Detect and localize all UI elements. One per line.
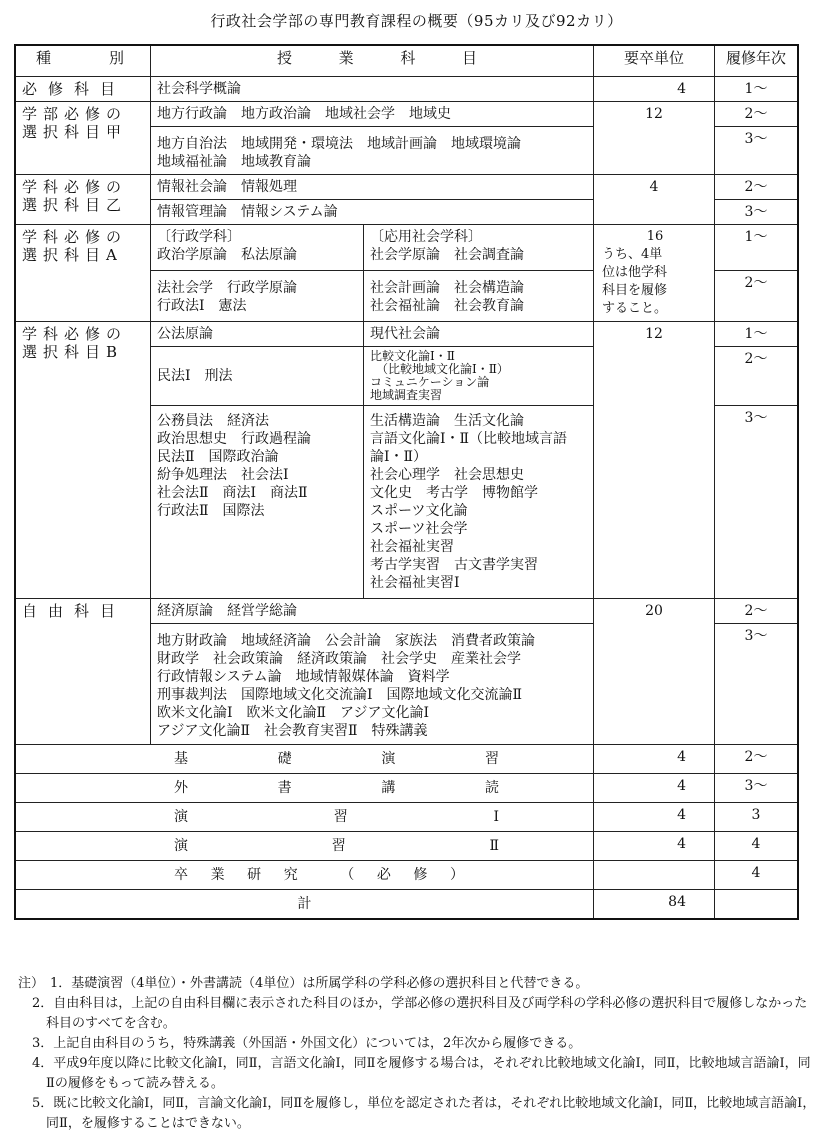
table-row	[15, 322, 798, 347]
table-row	[15, 175, 798, 200]
year-cell: 3～	[715, 774, 799, 803]
seminar-label-cell: 演 習 Ⅱ	[15, 832, 594, 861]
table-row	[15, 861, 798, 890]
subjects-cell: 情報社会論 情報処理	[151, 175, 594, 200]
year-cell: 3～	[715, 200, 799, 225]
units-cell: 12	[594, 102, 715, 175]
year-cell: 3～	[715, 406, 799, 599]
units-cell: 4	[594, 745, 715, 774]
subjects-cell: 地方財政論 地域経済論 公会計論 家族法 消費者政策論 財政学 社会政策論 経済政策論 社会学史 産業社会学 行政情報システム論 地域情報媒体論 資料学 刑事裁判法 国際地域文化交流論Ⅰ 国際地域文化交流論Ⅱ 欧米文化論Ⅰ 欧米文化論Ⅱ アジア文化論Ⅰ アジア文化論Ⅱ 社会教育実習Ⅱ 特殊講義	[151, 624, 594, 745]
category-cell: 学科必修の 選択科目乙	[15, 175, 151, 225]
year-cell: 2～	[715, 347, 799, 406]
subjects-cell: 社会科学概論	[151, 77, 594, 102]
subjects-cell: 地方行政論 地方政治論 地域社会学 地域史	[151, 102, 594, 127]
subjects-left-cell: 法社会学 行政学原論 行政法Ⅰ 憲法	[151, 270, 364, 321]
units-cell: 20	[594, 599, 715, 745]
table-row	[15, 102, 798, 127]
year-cell: 2～	[715, 270, 799, 321]
year-cell: 2～	[715, 175, 799, 200]
subjects-left-cell: 〔行政学科〕 政治学原論 私法原論	[151, 225, 364, 271]
total-units: 84	[594, 890, 715, 920]
seminar-label-cell: 基 礎 演 習	[15, 745, 594, 774]
year-cell: 1～	[715, 77, 799, 102]
units-cell: 4	[594, 803, 715, 832]
total-label: 計	[15, 890, 594, 920]
year-cell: 2～	[715, 102, 799, 127]
subjects-left-cell: 民法Ⅰ 刑法	[151, 347, 364, 406]
notes-item: 3．上記自由科目のうち，特殊講義（外国語・外国文化）については，2年次から履修できる。	[32, 1036, 582, 1051]
header-category: 種 別	[15, 45, 151, 77]
category-cell: 学科必修の 選択科目A	[15, 225, 151, 322]
notes-item: 2．自由科目は，上記の自由科目欄に表示された科目のほか，学部必修の選択科目及び両学科の学科必修の選択科目で履修しなかった科目のすべてを含む。	[32, 996, 808, 1031]
notes-item: 4．平成9年度以降に比較文化論Ⅰ，同Ⅱ，言語文化論Ⅰ，同Ⅱを履修する場合は，それぞれ比較地域文化論Ⅰ，同Ⅱ，比較地域言語論Ⅰ，同Ⅱの履修をもって読み替える。	[32, 1056, 811, 1091]
seminar-label-cell: 演 習 Ⅰ	[15, 803, 594, 832]
subjects-right-cell: 現代社会論	[364, 322, 594, 347]
table-row	[15, 774, 798, 803]
year-cell: 4	[715, 861, 799, 890]
subjects-left-cell: 公務員法 経済法 政治思想史 行政過程論 民法Ⅱ 国際政治論 紛争処理法 社会法Ⅰ 社会法Ⅱ 商法Ⅰ 商法Ⅱ 行政法Ⅱ 国際法	[151, 406, 364, 599]
total-year	[715, 890, 799, 920]
category-cell: 学科必修の 選択科目B	[15, 322, 151, 599]
units-cell: 4	[594, 832, 715, 861]
table-row	[15, 745, 798, 774]
subjects-right-cell: 生活構造論 生活文化論 言語文化論Ⅰ・Ⅱ（比較地域言語 論Ⅰ・Ⅱ） 社会心理学 社会思想史 文化史 考古学 博物館学 スポーツ文化論 スポーツ社会学 社会福祉実習 考古学実習 古文書学実習 社会福祉実習Ⅰ	[364, 406, 594, 599]
seminar-label-cell: 外 書 講 読	[15, 774, 594, 803]
subjects-right-cell: 〔応用社会学科〕 社会学原論 社会調査論	[364, 225, 594, 271]
year-cell: 3～	[715, 624, 799, 745]
year-cell: 3	[715, 803, 799, 832]
year-cell: 3～	[715, 127, 799, 175]
units-cell: 16 うち、4単 位は他学科 科目を履修 すること。	[594, 225, 715, 322]
subjects-cell: 地方自治法 地域開発・環境法 地域計画論 地域環境論 地域福祉論 地域教育論	[151, 127, 594, 175]
header-units: 要卒単位	[594, 45, 715, 77]
curriculum-table	[14, 44, 799, 920]
year-cell: 2～	[715, 599, 799, 624]
table-row	[15, 803, 798, 832]
units-cell	[594, 861, 715, 890]
notes-item: 注） 1．基礎演習（4単位）・外書講読（4単位）は所属学科の学科必修の選択科目と代替できる。	[18, 976, 589, 991]
subjects-cell: 経済原論 経営学総論	[151, 599, 594, 624]
total-row	[15, 890, 798, 920]
year-cell: 1～	[715, 322, 799, 347]
year-cell: 4	[715, 832, 799, 861]
category-cell: 自由科目	[15, 599, 151, 745]
units-cell: 4	[594, 77, 715, 102]
year-cell: 2～	[715, 745, 799, 774]
units-cell: 4	[594, 774, 715, 803]
header-subjects: 授 業 科 目	[151, 45, 594, 77]
table-row	[15, 832, 798, 861]
notes	[18, 974, 818, 1134]
seminar-label-cell: 卒 業 研 究 （ 必 修 ）	[15, 861, 594, 890]
units-cell: 12	[594, 322, 715, 599]
subjects-cell: 情報管理論 情報システム論	[151, 200, 594, 225]
table-row	[15, 225, 798, 271]
year-cell: 1～	[715, 225, 799, 271]
table-row	[15, 77, 798, 102]
table-header-row	[15, 45, 798, 77]
page-title: 行政社会学部の専門教育課程の概要（95カリ及び92カリ）	[210, 12, 623, 30]
subjects-right-cell: 社会計画論 社会構造論 社会福祉論 社会教育論	[364, 270, 594, 321]
notes-item: 5．既に比較文化論Ⅰ，同Ⅱ，言論文化論Ⅰ，同Ⅱを履修し，単位を認定された者は，それぞれ比較地域文化論Ⅰ，同Ⅱ，比較地域言語論Ⅰ，同Ⅱ，を履修することはできない。	[32, 1096, 816, 1131]
subjects-left-cell: 公法原論	[151, 322, 364, 347]
category-cell: 必修科目	[15, 77, 151, 102]
table-row	[15, 599, 798, 624]
subjects-right-cell: 比較文化論Ⅰ・Ⅱ （比較地域文化論Ⅰ・Ⅱ） コミュニケーション論 地域調査実習	[364, 347, 594, 406]
header-year: 履修年次	[715, 45, 799, 77]
units-cell: 4	[594, 175, 715, 225]
category-cell: 学部必修の 選択科目甲	[15, 102, 151, 175]
